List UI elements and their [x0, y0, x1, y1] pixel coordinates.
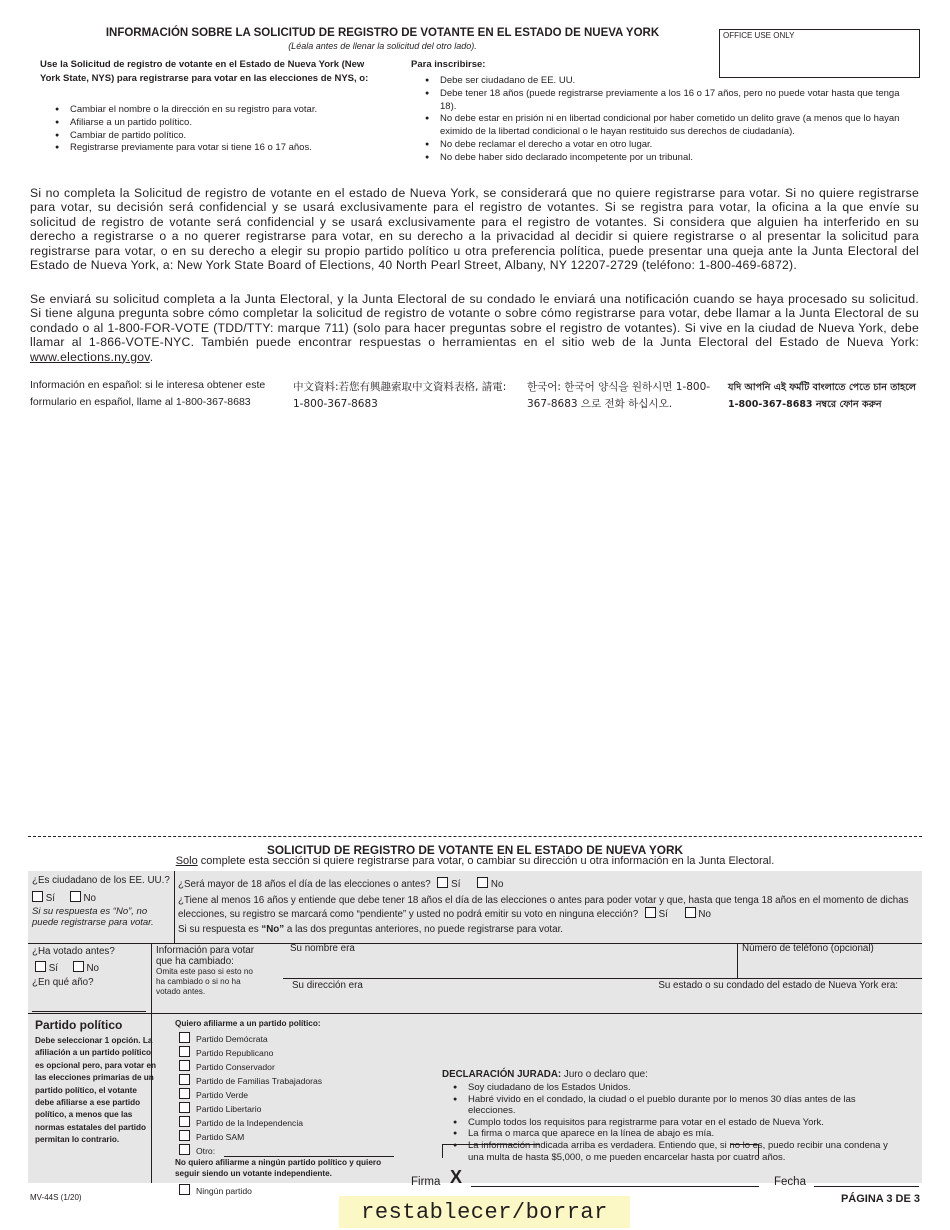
no-party-option[interactable] [179, 1184, 252, 1196]
party-note: Debe seleccionar 1 opción. La afiliación a un partido político es opcional pero, para votar en las elecciones primarias de un partido político, el votante debe afiliarse a ese partido político, a menos que las normas estatales del partido permitan lo contrario. [35, 1036, 157, 1145]
yes-label: Sí [45, 893, 55, 904]
party-option[interactable] [179, 1102, 261, 1114]
list-item: ● Debe ser ciudadano de EE. UU. [422, 75, 917, 88]
yes-label: Sí [451, 879, 461, 890]
party-label: Partido Demócrata [196, 1034, 268, 1044]
party-title: Partido político [35, 1018, 123, 1032]
cut-line [28, 836, 922, 837]
yes-label: Sí [658, 909, 668, 920]
list-item: ● Afiliarse a un partido político. [52, 117, 382, 130]
no-label: No [83, 893, 96, 904]
requirements-title: Para inscribirse: [411, 59, 486, 70]
age-no-note-bold: “No” [261, 924, 285, 935]
reset-button[interactable]: restablecer/borrar [339, 1196, 630, 1228]
page-title: INFORMACIÓN SOBRE LA SOLICITUD DE REGISTRO DE VOTANTE EN EL ESTADO DE NUEVA YORK [105, 27, 660, 39]
phone-label: Número de teléfono (opcional) [742, 943, 874, 954]
signature-x: X [450, 1167, 463, 1187]
phone-field[interactable] [742, 955, 917, 975]
citizen-yes-checkbox[interactable] [32, 891, 43, 902]
list-item: ● No debe reclamar el derecho a votar en otro lugar. [422, 139, 917, 152]
changed-info-note: Omita este paso si esto no ha cambiado o si no ha votado antes. [156, 967, 253, 996]
age-question [178, 877, 503, 891]
party-checkbox[interactable] [179, 1116, 190, 1127]
yes-label: Sí [48, 963, 58, 974]
party-label: Partido de la Independencia [196, 1118, 304, 1128]
party-option[interactable] [179, 1074, 322, 1086]
declaration-intro: Juro o declaro que: [561, 1069, 648, 1080]
age16-question-text: ¿Tiene al menos 16 años y entiende que debe tener 18 años el día de las elecciones o antes para poder votar y que, hasta que tenga 18 años en el momento de dichas elecciones, su registro se marcará como “pendiente” y usted no podrá emitir su voto en ninguna elección? [178, 895, 909, 920]
date-line [814, 1186, 919, 1187]
office-use-box [719, 29, 920, 78]
party-checkbox[interactable] [179, 1088, 190, 1099]
office-use-label: OFFICE USE ONLY [723, 31, 795, 40]
declaration-heading [442, 1069, 902, 1080]
party-option[interactable] [179, 1130, 244, 1142]
voted-yes-checkbox[interactable] [35, 961, 46, 972]
signature-label: Firma [411, 1176, 441, 1188]
party-option[interactable] [179, 1032, 268, 1044]
list-item: ● Cambiar de partido político. [52, 130, 382, 143]
no-party-label: Ningún partido [196, 1186, 252, 1196]
party-option[interactable] [179, 1060, 275, 1072]
no-party-note: No quiero afiliarme a ningún partido político y quiero seguir siendo un votante independiente. [175, 1158, 382, 1178]
signature-field[interactable] [472, 1167, 758, 1185]
year-question: ¿En qué año? [32, 977, 94, 988]
voted-question: ¿Ha votado antes? [32, 946, 115, 957]
korean-info: 한국어: 한국어 양식을 원하시면 1-800-367-8683 으로 전화 하십시오. [527, 381, 711, 410]
list-item: ● No debe haber sido declarado incompetente por un tribunal. [422, 152, 917, 165]
spanish-info: Información en español: si le interesa obtener este formulario en español, llame al 1-800-367-8683 [30, 379, 266, 408]
intro-text: Use la Solicitud de registro de votante en el Estado de Nueva York (New York State, NYS) para registrarse para votar en las elecciones de NYS, o: [40, 59, 369, 84]
citizen-options [32, 891, 96, 905]
party-option[interactable] [179, 1088, 248, 1100]
party-label: Partido SAM [196, 1132, 245, 1142]
county-was-label: Su estado o su condado del estado de Nueva York era: [658, 980, 898, 991]
form-subtitle-only: Solo [175, 855, 198, 867]
voted-options [35, 961, 99, 975]
citizen-no-checkbox[interactable] [70, 891, 81, 902]
party-option[interactable] [179, 1046, 273, 1058]
intro-list [52, 104, 382, 155]
party-checkbox[interactable] [179, 1074, 190, 1085]
form-code: MV-44S (1/20) [30, 1193, 82, 1202]
address-was-field[interactable] [292, 993, 622, 1011]
no-label: No [698, 909, 711, 920]
list-item: ● Cambiar el nombre o la dirección en su registro para votar. [52, 104, 382, 117]
year-field[interactable] [33, 999, 145, 1011]
party-label: Partido Libertario [196, 1104, 262, 1114]
party-other-line [224, 1156, 394, 1157]
age-no-note-post: a las dos preguntas anteriores, no puede registrarse para votar. [284, 924, 564, 935]
party-label: Partido Verde [196, 1090, 249, 1100]
declaration-title: DECLARACIÓN JURADA: [442, 1069, 562, 1080]
age-question-text: ¿Será mayor de 18 años el día de las elecciones o antes? [178, 879, 431, 890]
age-yes-checkbox[interactable] [437, 877, 448, 888]
list-item: ● Cumplo todos los requisitos para registrarme para votar en el estado de Nueva York. [450, 1117, 902, 1129]
list-item: ● Debe tener 18 años (puede registrarse previamente a los 16 o 17 años, pero no puede votar hasta que tenga 18). [422, 88, 917, 114]
page-number: PÁGINA 3 DE 3 [840, 1193, 920, 1205]
age16-yes-checkbox[interactable] [645, 907, 656, 918]
list-item: ● La información indicada arriba es verdadera. Entiendo que, si no lo es, puedo recibir una condena y una multa de hasta $5,000, o me pueden encarcelar hasta por cuatro años. [450, 1140, 902, 1163]
citizen-question: ¿Es ciudadano de los EE. UU.? [32, 875, 170, 886]
name-was-label: Su nombre era [290, 943, 355, 954]
form-subtitle-rest: complete esta sección si quiere registrarse para votar, o cambiar su dirección u otra información en la Junta Electoral. [197, 855, 775, 867]
changed-info-label: Información para votar que ha cambiado: [156, 945, 255, 967]
no-label: No [490, 879, 504, 890]
divider [283, 978, 922, 979]
divider [737, 943, 738, 978]
age-no-checkbox[interactable] [477, 877, 488, 888]
website-link[interactable]: www.elections.ny.gov [30, 349, 150, 364]
form-subtitle [28, 855, 922, 867]
voted-no-checkbox[interactable] [73, 961, 84, 972]
age-no-note [178, 924, 563, 936]
divider [174, 871, 175, 943]
no-label: No [86, 963, 99, 974]
list-item: ● La firma o marca que aparece en la línea de abajo es mía. [450, 1128, 902, 1140]
list-item: ● Registrarse previamente para votar si tiene 16 o 17 años. [52, 142, 382, 155]
party-other-option[interactable] [179, 1144, 215, 1156]
no-party-checkbox[interactable] [179, 1184, 190, 1195]
contact-paragraph [30, 292, 919, 364]
address-was-label: Su dirección era [292, 980, 363, 991]
list-item: ● Habré vivido en el condado, la ciudad o el pueblo durante por lo menos 30 días antes de las elecciones. [450, 1094, 902, 1117]
year-line [32, 1011, 146, 1012]
party-label: Partido Conservador [196, 1062, 275, 1072]
declaration-list [442, 1082, 902, 1163]
party-heading: Quiero afiliarme a un partido político: [175, 1019, 321, 1028]
signature-line [471, 1186, 759, 1187]
contact-text: Se enviará su solicitud completa a la Junta Electoral, y la Junta Electoral de su condado le enviará una notificación cuando se haya procesado su solicitud. Si tiene alguna pregunta sobre cómo completar la solicitud de registro de votante o sobre cómo registrarse para votar, debe llamar a la Junta Electoral de su condado o al 1-800-FOR-VOTE (TDD/TTY: marque 711) (solo para hacer preguntas sobre el registro de votantes). Si vive en la ciudad de Nueva York, debe llamar al 1-866-VOTE-NYC. También puede encontrar respuestas o herramientas en el sitio web de la Junta Electoral del Estado de Nueva York: [30, 292, 919, 350]
declaration [442, 1069, 902, 1163]
citizen-note: Si su respuesta es “No”, no puede registrarse para votar. [32, 906, 154, 928]
list-item: ● Soy ciudadano de los Estados Unidos. [450, 1082, 902, 1094]
party-other-checkbox[interactable] [179, 1144, 190, 1155]
party-checkbox[interactable] [179, 1046, 190, 1057]
party-checkbox[interactable] [179, 1060, 190, 1071]
date-label: Fecha [774, 1176, 806, 1188]
party-checkbox[interactable] [179, 1032, 190, 1043]
party-label: Partido Republicano [196, 1048, 274, 1058]
date-field[interactable] [814, 1167, 919, 1185]
party-checkbox[interactable] [179, 1130, 190, 1141]
privacy-paragraph: Si no completa la Solicitud de registro de votante en el estado de Nueva York, se considerará que no quiere registrarse para votar. Si no quiere registrarse para votar, su decisión será confidencial y se usará exclusivamente para el registro de votantes. Si se registra para votar, la oficina a la que envíe su solicitud de registro de votante será confidencial y se usará exclusivamente para el registro de votantes. Si considera que alguien ha interferido en su derecho a registrarse o a no querer registrarse para votar, en su derecho a la privacidad al decidir si quiere registrarse o al presentar la solicitud para registrarse para votar, o en su derecho a elegir su propio partido político u otra preferencia política, puede presentar una queja ante la Junta Electoral del Estado de Nueva York, a: New York State Board of Elections, 40 North Pearl Street, Albany, NY 12207-2729 (teléfono: 1-800-469-6872). [30, 186, 919, 273]
party-label: Partido de Familias Trabajadoras [196, 1076, 323, 1086]
list-item: ● No debe estar en prisión ni en libertad condicional por haber cometido un delito grave (a menos que lo hayan eximido de la libertad condicional o le hayan restituido sus derechos de ciudadanía). [422, 113, 917, 139]
period: . [149, 349, 154, 364]
bengali-info: যদি আপনি এই ফর্মটি বাংলাতে পেতে চান তাহলে 1-800-367-8683 নম্বরে ফোন করুন [728, 382, 917, 410]
age16-no-checkbox[interactable] [685, 907, 696, 918]
form-title: SOLICITUD DE REGISTRO DE VOTANTE EN EL ESTADO DE NUEVA YORK [267, 843, 683, 857]
requirements-list [422, 75, 917, 165]
age-no-note-pre: Si su respuesta es [178, 924, 262, 935]
party-checkbox[interactable] [179, 1102, 190, 1113]
name-was-field[interactable] [290, 955, 730, 975]
age16-question [178, 895, 918, 921]
party-option[interactable] [179, 1116, 303, 1128]
party-other-label: Otro: [196, 1146, 216, 1156]
page-subtitle: (Léala antes de llenar la solicitud del otro lado). [288, 41, 477, 51]
divider [28, 1013, 922, 1014]
chinese-info: 中文資料:若您有興趣索取中文資料表格, 請電: 1-800-367-8683 [293, 381, 507, 410]
